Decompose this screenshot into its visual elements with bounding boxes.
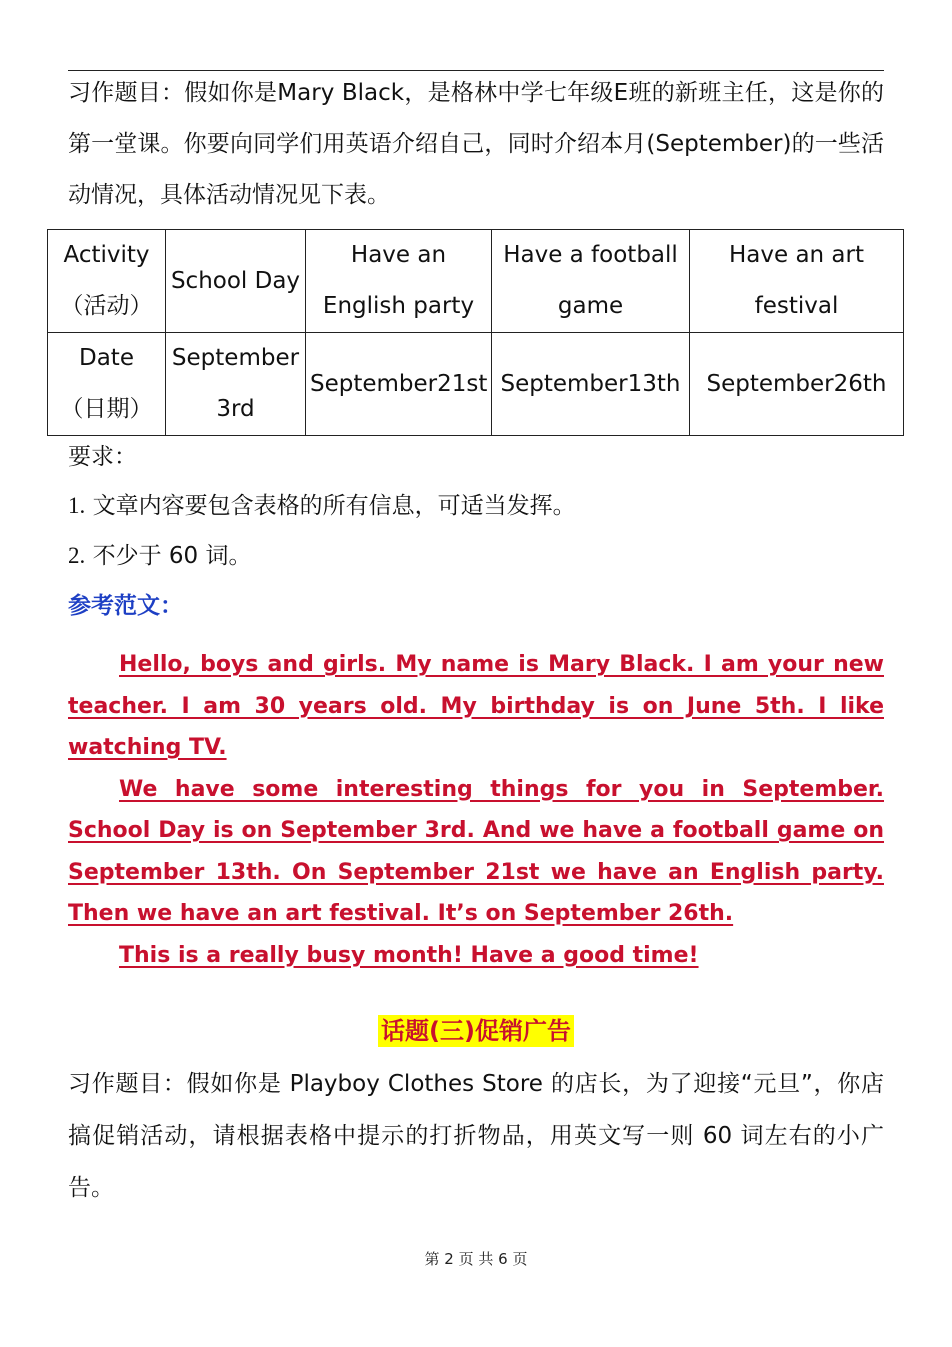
topic-title: 话题(三)促销广告 (378, 1015, 574, 1047)
header-en: Date (79, 345, 134, 371)
table-cell: Have an English party (306, 230, 492, 333)
table-row (48, 230, 904, 333)
table-cell: Have an art festival (690, 230, 904, 333)
table-cell: September13th (492, 333, 690, 436)
essay-paragraph: Hello, boys and girls. My name is Mary Black. I am your new teacher. I am 30 years old. My birthday is on June 5th. I like watching TV. (68, 652, 884, 760)
requirement-text: 不少于 60 词。 (92, 543, 252, 569)
header-en: Activity (63, 242, 150, 268)
table-cell: September 3rd (166, 333, 306, 436)
requirement-item (68, 537, 884, 575)
table-cell: September26th (690, 333, 904, 436)
table-header-date (48, 333, 166, 436)
requirement-number: 2. (68, 543, 86, 568)
writing-prompt-2: 习作题目：假如你是 Playboy Clothes Store 的店长，为了迎接“元旦”，你店搞促销活动，请根据表格中提示的打折物品，用英文写一则 60 词左右的小广告。 (68, 1071, 884, 1201)
table-cell: Have a football game (492, 230, 690, 333)
table-cell: School Day (166, 230, 306, 333)
requirement-text: 文章内容要包含表格的所有信息，可适当发挥。 (92, 493, 576, 519)
header-cn: （日期） (60, 396, 153, 422)
header-cn: （活动） (60, 293, 153, 319)
writing-prompt-1: 习作题目：假如你是Mary Black，是格林中学七年级E班的新班主任，这是你的第一堂课。你要向同学们用英语介绍自己，同时介绍本月(September)的一些活动情况，具体活动情况见下表。 (68, 80, 884, 208)
requirement-number: 1. (68, 493, 86, 518)
table-header-activity (48, 230, 166, 333)
activity-table (47, 229, 904, 436)
essay-paragraph: We have some interesting things for you in September. School Day is on September 3rd. And we have a football game on September 13th. On September 21st we have an English party. Then we have an art festival. It’s on September 26th. (68, 776, 884, 926)
table-row (48, 333, 904, 436)
topic-heading (0, 1012, 952, 1050)
requirement-item (68, 487, 884, 525)
sample-essay (68, 644, 884, 976)
table-cell: September21st (306, 333, 492, 436)
page-footer: 第 2 页 共 6 页 (424, 1250, 528, 1268)
requirements-title: 要求： (68, 444, 137, 470)
essay-paragraph: This is a really busy month! Have a good time! (119, 942, 699, 968)
reference-title: 参考范文： (68, 593, 183, 619)
